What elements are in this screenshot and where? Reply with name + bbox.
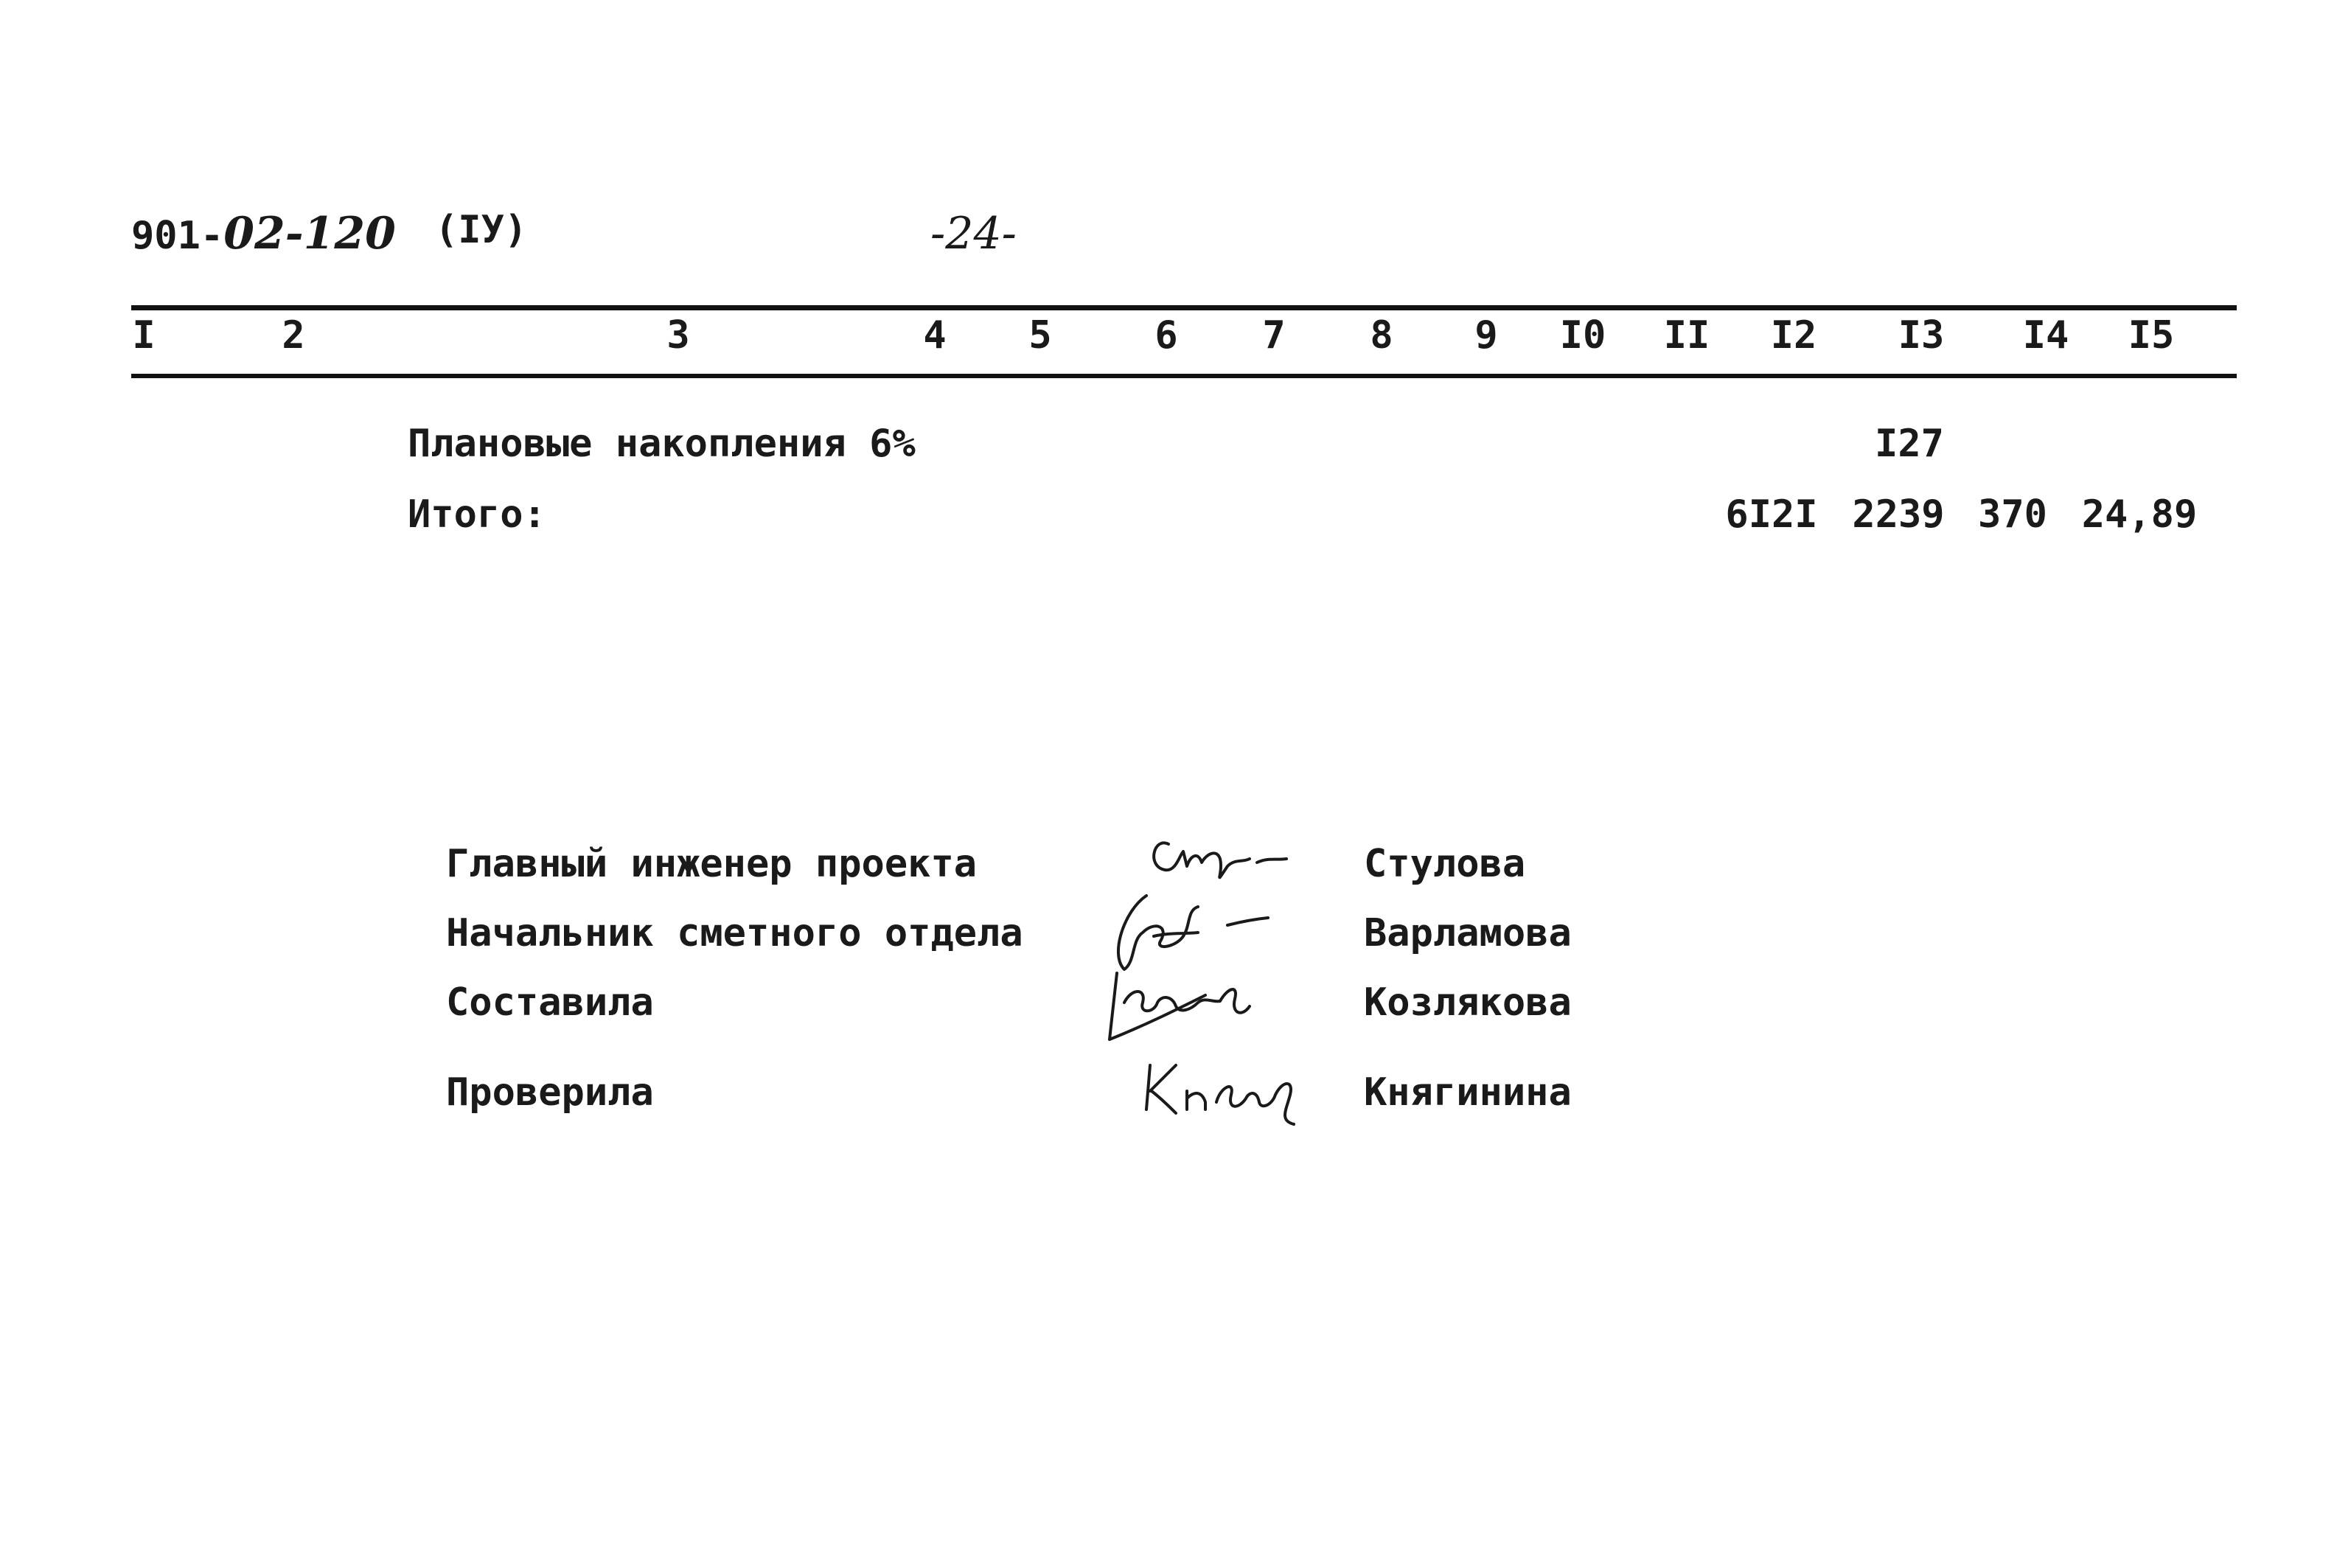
signature-role: Главный инженер проекта bbox=[446, 842, 978, 886]
document-code-handwritten: 02-120 bbox=[223, 208, 396, 259]
column-header: I3 bbox=[1898, 313, 1945, 358]
column-header: I4 bbox=[2022, 313, 2069, 358]
row-label: Плановые накопления 6% bbox=[408, 422, 916, 466]
column-header: I2 bbox=[1770, 313, 1817, 358]
table-top-rule bbox=[131, 305, 2237, 310]
signature-role: Проверила bbox=[446, 1070, 654, 1115]
column-header: 9 bbox=[1474, 313, 1498, 358]
cell-value: 2239 bbox=[1852, 492, 1945, 537]
handwritten-signature bbox=[1102, 958, 1286, 1047]
document-code-suffix: (IУ) bbox=[435, 208, 528, 252]
column-header: 8 bbox=[1370, 313, 1393, 358]
column-header: I bbox=[132, 313, 156, 358]
cell-value: 6I2I bbox=[1725, 492, 1818, 537]
column-header: 7 bbox=[1262, 313, 1286, 358]
signature-name: Стулова bbox=[1364, 842, 1526, 886]
column-header: I5 bbox=[2128, 313, 2175, 358]
table-header-bottom-rule bbox=[131, 374, 2237, 378]
column-header: I0 bbox=[1559, 313, 1606, 358]
column-header: 6 bbox=[1154, 313, 1178, 358]
cell-value: 370 bbox=[1978, 492, 2047, 537]
column-header: II bbox=[1663, 313, 1710, 358]
cell-value: I27 bbox=[1875, 422, 1944, 466]
row-label: Итого: bbox=[408, 492, 546, 537]
cell-value: 24,89 bbox=[2081, 492, 2198, 537]
column-header: 5 bbox=[1028, 313, 1052, 358]
signature-name: Козлякова bbox=[1364, 980, 1572, 1025]
signature-role: Составила bbox=[446, 980, 654, 1025]
signature-role: Начальник сметного отдела bbox=[446, 911, 1023, 955]
handwritten-signature bbox=[1135, 1050, 1320, 1132]
document-code bbox=[131, 208, 396, 259]
column-header: 3 bbox=[666, 313, 690, 358]
column-header: 4 bbox=[923, 313, 947, 358]
document-code-prefix: 901- bbox=[131, 214, 224, 258]
signature-name: Варламова bbox=[1364, 911, 1572, 955]
page-number: -24- bbox=[930, 208, 1017, 259]
signature-name: Княгинина bbox=[1364, 1070, 1572, 1115]
column-header: 2 bbox=[282, 313, 305, 358]
